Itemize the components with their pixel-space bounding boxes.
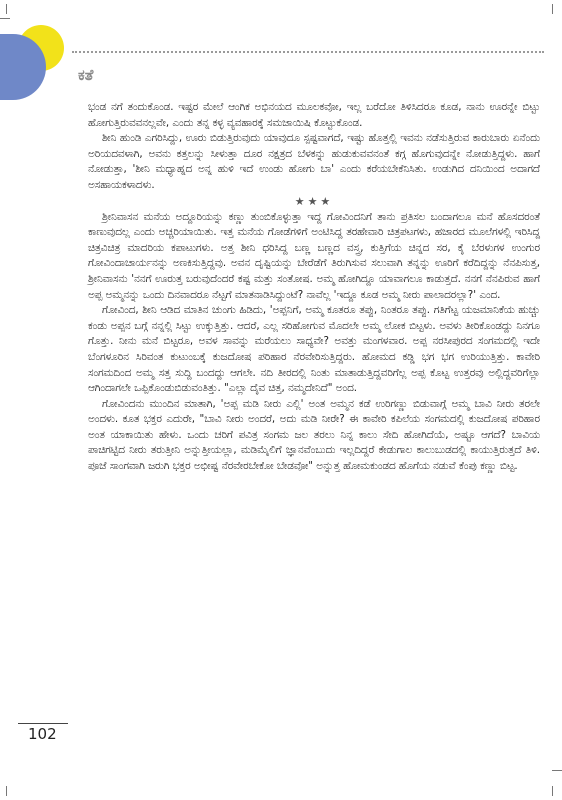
crop-mark — [0, 18, 10, 19]
paragraph: ಗೋವಿಂದನು ಮುಂದಿನ ಮಾತಾಗಿ, 'ಅಪ್ಪ ಮಡಿ ನೀರು ಎಲ್ಲಿ' ಅಂತ ಅಮ್ಮನ ಕಡೆ ಉರಿಗಣ್ಣು ಬಿಡುವಾಗ್ಗೆ ಅಮ್ಮ ಬಾವಿ ನೀರು ತರಲೇ ಅಂದಳು. ಕೂತ ಭಕ್ತರ ಎದುರೇ, "ಬಾವಿ ನೀರು ಅಂದರೆ, ಅದು ಮಡಿ ನೀರೇ? ಈ ಕಾವೇರಿ ಕಪಿಲೆಯ ಸಂಗಮದಲ್ಲಿ ಕುಜದೋಷ ಪರಿಹಾರ ಅಂತ ಯಾಕಾಯಿತು ಹೇಳು. ಒಂದು ಚರಿಗೆ ಪವಿತ್ರ ಸಂಗಮ ಜಲ ತರಲು ನಿನ್ನ ಕಾಲು ಸೇದಿ ಹೋಗಿದೆಯೆ, ಅಷ್ಟೂ ಆಗದೆ? ಬಾವಿಯ ಪಾಚಿಗಟ್ಟಿದ ನೀರು ತರುತ್ತೀನಿ ಅನ್ನುತ್ತೀಯಲ್ಲಾ, ಮಡಿಮೈಲಿಗೆ ಜ್ಞಾನವೆಂಬುದು ಇಲ್ಲದಿದ್ದರೆ ಕೇಡುಗಾಲ ಕಾಲುಬುಡದಲ್ಲಿ ಕಾಯುತ್ತಿರುತ್ತದೆ ತಿಳಿ. ಪೂಜೆ ಸಾಂಗವಾಗಿ ಜರುಗಿ ಭಕ್ತರ ಅಭೀಷ್ಟ ನೆರವೇರಬೇಕೋ ಬೇಡವೋ" ಅನ್ನುತ್ತ ಹೋಮಕುಂಡದ ಹೊಗೆಯ ನಡುವೆ ಕೆಂಪು ಕಣ್ಣು ಬಿಟ್ಟ. — [88, 397, 540, 473]
page-number: 102 — [28, 725, 57, 743]
crop-mark — [6, 786, 7, 796]
header-dotted-rule — [72, 51, 544, 53]
paragraph: ಭಂಡ ನಗೆ ತಂದುಕೊಂಡ. ಇಷ್ಟರ ಮೇಲೆ ಆಂಗಿಕ ಅಭಿನಯದ ಮೂಲಕವೋ, ಇಲ್ಲ ಬರೆದೋ ತಿಳಿಸಿದರೂ ಕೂಡ, ನಾನು ಊರನ್ನೇ ಬಿಟ್ಟು ಹೋಗುತ್ತಿರುವವನಲ್ಲವೇ, ಎಂದು ತನ್ನ ಕಳ್ಳ ವ್ಯವಹಾರಕ್ಕೆ ಸಮಜಾಯಿಷಿ ಕೊಟ್ಟುಕೊಂಡ. — [88, 101, 540, 129]
story-body — [88, 100, 540, 475]
paragraph: ಗೋವಿಂದ, ಶೀನಿ ಆಡಿದ ಮಾತಿನ ಚುಂಗು ಹಿಡಿದು, 'ಅಪ್ಪನಿಗೆ, ಅಮ್ಮ ಕೂತರೂ ತಪ್ಪು, ನಿಂತರೂ ತಪ್ಪು. ಗತಿಗೆಟ್ಟ ಯಜಮಾನಿಕೆಯ ಹುಚ್ಚು ಕಂಡು ಅಪ್ಪನ ಬಗ್ಗೆ ನನ್ನಲ್ಲಿ ಸಿಟ್ಟು ಉಕ್ಕುತ್ತಿತ್ತು. ಆದರೆ, ಎಲ್ಲ ಸರಿಹೋಗುವ ಮೊದಲೇ ಅಮ್ಮ ಲೋಕ ಬಿಟ್ಟಳು. ಅವಳು ತೀರಿಕೊಂಡದ್ದು ನಿನಗೂ ಗೊತ್ತು. ನೀನು ಮನೆ ಬಿಟ್ಟರೂ, ಅವಳ ಸಾವನ್ನು ಮರೆಯಲು ಸಾಧ್ಯವೇ? ಅವತ್ತು ಮಂಗಳವಾರ. ಅಪ್ಪ ನರಸೀಪುರದ ಸಂಗಮದಲ್ಲಿ ಇದೇ ಬೆಂಗಳೂರಿನ ಸಿರಿವಂತ ಕುಟುಂಬಕ್ಕೆ ಕುಜದೋಷ ಪರಿಹಾರ ನೆರವೇರಿಸುತ್ತಿದ್ದರು. ಹೋಮದ ಕಡ್ಡಿ ಭಗ ಭಗ ಉರಿಯುತ್ತಿತ್ತು. ಕಾವೇರಿ ಸಂಗಮದಿಂದ ಅಮ್ಮ ಸತ್ತ ಸುದ್ದಿ ಬಂದದ್ದು ಆಗಲೇ. ನದಿ ತೀರದಲ್ಲಿ ನಿಂತು ಮಾತಾಡುತ್ತಿದ್ದವರಿಗೆಲ್ಲ ಅಪ್ಪ ಕೊಟ್ಟ ಉತ್ತರವು ಅಲ್ಲಿದ್ದವರಿಗೆಲ್ಲಾ ಆಗಿಂದಾಗಲೇ ಒಪ್ಪಿಕೊಂಡುಬಿಡುವಂತಿತ್ತು. "ಎಲ್ಲಾ ದೈವ ಚಿತ್ತ, ನಮ್ಮದೇನಿದೆ" ಅಂದ. — [88, 304, 540, 395]
paragraph: ಶೀನಿ ಹುಂಡಿ ಎಗರಿಸಿದ್ದು, ಊರು ಬಿಡುತ್ತಿರುವುದು ಯಾವುದೂ ಸ್ಪಷ್ಟವಾಗದೆ, ಇಷ್ಟು ಹೊತ್ತಲ್ಲಿ ಇವನು ನಡೆಸುತ್ತಿರುವ ಕಾರುಬಾರು ಏನೆಂದು ಅರಿಯದವಳಾಗಿ, ಅವನು ಕತ್ತಲನ್ನು ಸೀಳುತ್ತಾ ದೂರ ನಕ್ಷತ್ರದ ಬೆಳಕನ್ನು ಹುಡುಕುವವನಂತೆ ಕಗ್ಗ ಹೊಗುವುದನ್ನೇ ನೋಡುತ್ತಿದ್ದಳು. ಹಾಗೆ ನೋಡುತ್ತಾ, 'ಶೀನಿ ಮಧ್ಯಾಹ್ನದ ಅನ್ನ ಹುಳಿ ಇದೆ ಉಂಡು ಹೋಗು ಬಾ' ಎಂದು ಕರೆಯಬೇಕೆನಿಸಿತು. ಉಡುಗಿದ ದನಿಯಿಂದ ಅದಾಗದೆ ಅಸಹಾಯಕಳಾದಳು. — [88, 132, 540, 191]
page-number-rule — [18, 723, 68, 724]
crop-mark — [552, 786, 553, 796]
crop-mark — [6, 4, 7, 14]
section-separator: ★★★ — [294, 194, 334, 208]
section-label: ಕತೆ — [78, 66, 94, 84]
paragraph: ಶ್ರೀನಿವಾಸನ ಮನೆಯ ಅದ್ದೂರಿಯನ್ನು ಕಣ್ಣು ತುಂಬಿಕೊಳ್ಳುತ್ತಾ ಇದ್ದ ಗೋವಿಂದನಿಗೆ ತಾನು ಪ್ರತಿಸಲ ಬಂದಾಗಲೂ ಮನೆ ಹೊಸದರಂತೆ ಕಾಣುವುದಲ್ಲ ಎಂದು ಅಚ್ಚರಿಯಾಯಿತು. ಇತ್ತ ಮನೆಯ ಗೋಡೆಗಳಿಗೆ ಅಂಟಿಸಿದ್ದ ತರಹೇವಾರಿ ಚಿತ್ರಪಟಗಳು, ಹಜಾರದ ಮೂಲೆಗಳಲ್ಲಿ ಇರಿಸಿದ್ದ ಚಿತ್ರವಿಚಿತ್ರ ಮಾದರಿಯ ಕಪಾಟುಗಳು. ಅತ್ತ ಶೀನಿ ಧರಿಸಿದ್ದ ಬಣ್ಣ ಬಣ್ಣದ ವಸ್ತ್ರ, ಕುತ್ತಿಗೆಯ ಚಿನ್ನದ ಸರ, ಕೈ ಬೆರಳುಗಳ ಉಂಗುರ ಗೋವಿಂದಾಚಾರ್ಯನನ್ನು ಅಣಕಿಸುತ್ತಿದ್ದವು. ಅವನ ದೃಷ್ಟಿಯನ್ನು ಬೇರೆಡೆಗೆ ತಿರುಗಿಸುವ ಸಲುವಾಗಿ ತನ್ನನ್ನು ಊರಿಗೆ ಕರೆದಿದ್ದನ್ನು ನೆನಪಿಸುತ್ತ, ಶ್ರೀನಿವಾಸನು 'ನನಗೆ ಊರುತ್ತ ಬರುವುದೆಂದರೆ ಕಷ್ಟ ಮತ್ತು ಸಂತೋಷ. ಅಮ್ಮ ಹೋಗಿದ್ದೂ ಯಾವಾಗಲೂ ಕಾಡುತ್ತದೆ. ನನಗೆ ನೆನಪಿರುವ ಹಾಗೆ ಅಪ್ಪ ಅಮ್ಮನನ್ನು ಒಂದು ದಿನವಾದರೂ ನೆಟ್ಟಗೆ ಮಾತನಾಡಿಸಿದ್ದುಂಟೆ? ನಾವೆಲ್ಲ 'ಇದ್ದೂ ಕೂಡ ಅಮ್ಮ ನೀರು ಪಾಲಾದರಲ್ಲಾ?' ಎಂದ. — [88, 210, 540, 301]
crop-mark — [552, 770, 562, 771]
crop-mark — [552, 4, 553, 14]
